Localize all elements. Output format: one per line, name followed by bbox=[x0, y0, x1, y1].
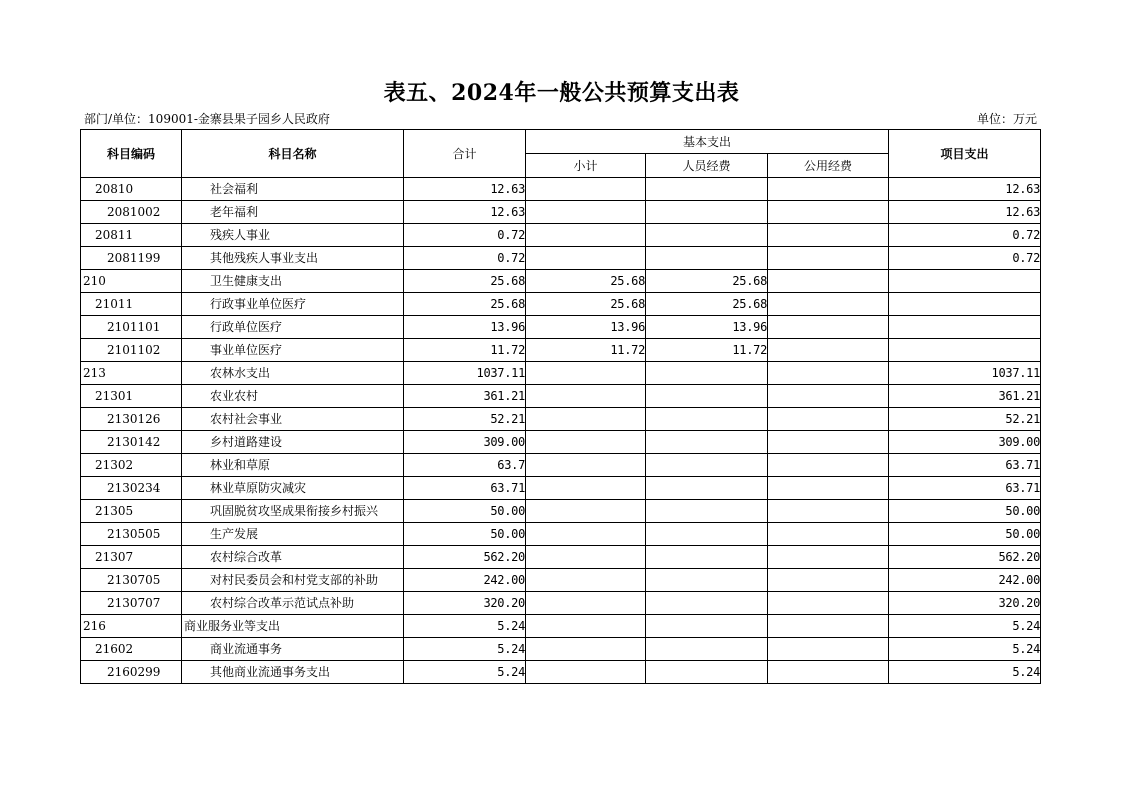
cell-code: 2081002 bbox=[81, 201, 182, 224]
cell-name: 商业流通事务 bbox=[182, 638, 404, 661]
header-name: 科目名称 bbox=[182, 130, 404, 178]
budget-table bbox=[80, 129, 1041, 684]
cell-public bbox=[768, 362, 889, 385]
cell-public bbox=[768, 293, 889, 316]
cell-personnel bbox=[646, 408, 768, 431]
cell-subtotal bbox=[526, 638, 646, 661]
cell-project: 12.63 bbox=[889, 201, 1041, 224]
cell-personnel bbox=[646, 178, 768, 201]
cell-code: 2130234 bbox=[81, 477, 182, 500]
cell-total: 63.7 bbox=[404, 454, 526, 477]
table-row bbox=[81, 201, 1041, 224]
cell-public bbox=[768, 523, 889, 546]
cell-name: 其他残疾人事业支出 bbox=[182, 247, 404, 270]
cell-code: 2130505 bbox=[81, 523, 182, 546]
cell-personnel: 11.72 bbox=[646, 339, 768, 362]
header-code: 科目编码 bbox=[81, 130, 182, 178]
cell-project: 5.24 bbox=[889, 661, 1041, 684]
table-row bbox=[81, 661, 1041, 684]
table-row bbox=[81, 224, 1041, 247]
cell-code: 216 bbox=[81, 615, 182, 638]
cell-name: 事业单位医疗 bbox=[182, 339, 404, 362]
table-row bbox=[81, 500, 1041, 523]
cell-public bbox=[768, 500, 889, 523]
cell-subtotal: 11.72 bbox=[526, 339, 646, 362]
header-project: 项目支出 bbox=[889, 130, 1041, 178]
cell-total: 13.96 bbox=[404, 316, 526, 339]
cell-subtotal bbox=[526, 362, 646, 385]
cell-total: 25.68 bbox=[404, 293, 526, 316]
cell-name: 乡村道路建设 bbox=[182, 431, 404, 454]
header-personnel: 人员经费 bbox=[646, 154, 768, 178]
cell-public bbox=[768, 224, 889, 247]
cell-public bbox=[768, 408, 889, 431]
cell-total: 0.72 bbox=[404, 247, 526, 270]
cell-code: 21602 bbox=[81, 638, 182, 661]
cell-code: 2130142 bbox=[81, 431, 182, 454]
cell-project: 52.21 bbox=[889, 408, 1041, 431]
cell-total: 242.00 bbox=[404, 569, 526, 592]
cell-project bbox=[889, 270, 1041, 293]
header-basic: 基本支出 bbox=[526, 130, 889, 154]
cell-subtotal bbox=[526, 178, 646, 201]
cell-subtotal bbox=[526, 569, 646, 592]
cell-project: 12.63 bbox=[889, 178, 1041, 201]
cell-code: 21301 bbox=[81, 385, 182, 408]
cell-subtotal bbox=[526, 247, 646, 270]
cell-public bbox=[768, 661, 889, 684]
cell-total: 63.71 bbox=[404, 477, 526, 500]
cell-total: 52.21 bbox=[404, 408, 526, 431]
cell-project bbox=[889, 293, 1041, 316]
table-row bbox=[81, 569, 1041, 592]
cell-name: 商业服务业等支出 bbox=[182, 615, 404, 638]
cell-public bbox=[768, 638, 889, 661]
table-row bbox=[81, 339, 1041, 362]
cell-total: 11.72 bbox=[404, 339, 526, 362]
cell-public bbox=[768, 201, 889, 224]
cell-name: 老年福利 bbox=[182, 201, 404, 224]
cell-subtotal bbox=[526, 661, 646, 684]
cell-personnel: 13.96 bbox=[646, 316, 768, 339]
cell-public bbox=[768, 615, 889, 638]
table-row bbox=[81, 638, 1041, 661]
cell-name: 行政事业单位医疗 bbox=[182, 293, 404, 316]
cell-code: 2130126 bbox=[81, 408, 182, 431]
table-row bbox=[81, 270, 1041, 293]
unit-label: 单位：万元 bbox=[976, 112, 1037, 126]
cell-total: 12.63 bbox=[404, 201, 526, 224]
cell-personnel bbox=[646, 224, 768, 247]
cell-project bbox=[889, 339, 1041, 362]
cell-name: 其他商业流通事务支出 bbox=[182, 661, 404, 684]
cell-name: 农村综合改革示范试点补助 bbox=[182, 592, 404, 615]
table-row bbox=[81, 615, 1041, 638]
cell-project: 50.00 bbox=[889, 523, 1041, 546]
table-row bbox=[81, 477, 1041, 500]
header-total: 合计 bbox=[404, 130, 526, 178]
cell-subtotal bbox=[526, 385, 646, 408]
cell-personnel bbox=[646, 201, 768, 224]
header-subtotal: 小计 bbox=[526, 154, 646, 178]
cell-subtotal bbox=[526, 201, 646, 224]
cell-subtotal bbox=[526, 500, 646, 523]
cell-total: 5.24 bbox=[404, 638, 526, 661]
cell-name: 对村民委员会和村党支部的补助 bbox=[182, 569, 404, 592]
table-row bbox=[81, 523, 1041, 546]
cell-project bbox=[889, 316, 1041, 339]
cell-project: 63.71 bbox=[889, 454, 1041, 477]
cell-personnel bbox=[646, 247, 768, 270]
table-row bbox=[81, 454, 1041, 477]
cell-public bbox=[768, 270, 889, 293]
cell-personnel bbox=[646, 477, 768, 500]
cell-subtotal bbox=[526, 431, 646, 454]
cell-subtotal bbox=[526, 477, 646, 500]
header-public: 公用经费 bbox=[768, 154, 889, 178]
cell-personnel bbox=[646, 431, 768, 454]
cell-subtotal: 25.68 bbox=[526, 293, 646, 316]
cell-project: 309.00 bbox=[889, 431, 1041, 454]
cell-project: 5.24 bbox=[889, 638, 1041, 661]
cell-name: 农业农村 bbox=[182, 385, 404, 408]
cell-project: 320.20 bbox=[889, 592, 1041, 615]
table-row bbox=[81, 546, 1041, 569]
cell-total: 320.20 bbox=[404, 592, 526, 615]
cell-project: 0.72 bbox=[889, 224, 1041, 247]
cell-total: 0.72 bbox=[404, 224, 526, 247]
cell-code: 213 bbox=[81, 362, 182, 385]
table-row bbox=[81, 316, 1041, 339]
cell-subtotal bbox=[526, 546, 646, 569]
cell-code: 2130707 bbox=[81, 592, 182, 615]
cell-subtotal bbox=[526, 592, 646, 615]
cell-code: 2081199 bbox=[81, 247, 182, 270]
cell-public bbox=[768, 592, 889, 615]
cell-total: 12.63 bbox=[404, 178, 526, 201]
cell-subtotal bbox=[526, 523, 646, 546]
cell-public bbox=[768, 477, 889, 500]
cell-project: 5.24 bbox=[889, 615, 1041, 638]
cell-code: 21302 bbox=[81, 454, 182, 477]
cell-name: 林业和草原 bbox=[182, 454, 404, 477]
cell-name: 巩固脱贫攻坚成果衔接乡村振兴 bbox=[182, 500, 404, 523]
cell-project: 63.71 bbox=[889, 477, 1041, 500]
cell-public bbox=[768, 569, 889, 592]
cell-name: 残疾人事业 bbox=[182, 224, 404, 247]
table-row bbox=[81, 178, 1041, 201]
cell-public bbox=[768, 339, 889, 362]
cell-name: 林业草原防灾减灾 bbox=[182, 477, 404, 500]
cell-name: 行政单位医疗 bbox=[182, 316, 404, 339]
cell-personnel bbox=[646, 546, 768, 569]
cell-subtotal bbox=[526, 408, 646, 431]
cell-project: 50.00 bbox=[889, 500, 1041, 523]
cell-public bbox=[768, 546, 889, 569]
cell-personnel bbox=[646, 385, 768, 408]
table-row bbox=[81, 247, 1041, 270]
cell-total: 1037.11 bbox=[404, 362, 526, 385]
table-row bbox=[81, 385, 1041, 408]
cell-total: 50.00 bbox=[404, 500, 526, 523]
cell-code: 21305 bbox=[81, 500, 182, 523]
cell-total: 50.00 bbox=[404, 523, 526, 546]
cell-name: 农村社会事业 bbox=[182, 408, 404, 431]
cell-personnel bbox=[646, 454, 768, 477]
cell-subtotal bbox=[526, 224, 646, 247]
cell-code: 21011 bbox=[81, 293, 182, 316]
table-row bbox=[81, 293, 1041, 316]
cell-code: 21307 bbox=[81, 546, 182, 569]
cell-name: 社会福利 bbox=[182, 178, 404, 201]
table-row bbox=[81, 431, 1041, 454]
cell-total: 5.24 bbox=[404, 661, 526, 684]
cell-subtotal: 13.96 bbox=[526, 316, 646, 339]
cell-personnel bbox=[646, 592, 768, 615]
cell-project: 1037.11 bbox=[889, 362, 1041, 385]
cell-personnel bbox=[646, 569, 768, 592]
cell-total: 5.24 bbox=[404, 615, 526, 638]
table-row bbox=[81, 408, 1041, 431]
cell-project: 361.21 bbox=[889, 385, 1041, 408]
cell-personnel: 25.68 bbox=[646, 293, 768, 316]
cell-total: 25.68 bbox=[404, 270, 526, 293]
cell-name: 农村综合改革 bbox=[182, 546, 404, 569]
cell-name: 卫生健康支出 bbox=[182, 270, 404, 293]
cell-name: 生产发展 bbox=[182, 523, 404, 546]
cell-subtotal bbox=[526, 615, 646, 638]
cell-code: 210 bbox=[81, 270, 182, 293]
cell-public bbox=[768, 247, 889, 270]
cell-personnel: 25.68 bbox=[646, 270, 768, 293]
cell-project: 562.20 bbox=[889, 546, 1041, 569]
cell-public bbox=[768, 316, 889, 339]
cell-project: 0.72 bbox=[889, 247, 1041, 270]
department-label: 部门/单位：109001-金寨县果子园乡人民政府 bbox=[84, 112, 330, 126]
cell-project: 242.00 bbox=[889, 569, 1041, 592]
cell-personnel bbox=[646, 638, 768, 661]
page-title: 表五、2024年一般公共预算支出表 bbox=[383, 80, 740, 106]
cell-public bbox=[768, 431, 889, 454]
table-row bbox=[81, 362, 1041, 385]
cell-total: 309.00 bbox=[404, 431, 526, 454]
cell-code: 2101101 bbox=[81, 316, 182, 339]
cell-code: 2130705 bbox=[81, 569, 182, 592]
cell-name: 农林水支出 bbox=[182, 362, 404, 385]
cell-personnel bbox=[646, 500, 768, 523]
cell-personnel bbox=[646, 615, 768, 638]
cell-public bbox=[768, 385, 889, 408]
cell-code: 2160299 bbox=[81, 661, 182, 684]
table-row bbox=[81, 592, 1041, 615]
cell-personnel bbox=[646, 523, 768, 546]
table-body bbox=[81, 178, 1041, 684]
cell-public bbox=[768, 178, 889, 201]
cell-total: 361.21 bbox=[404, 385, 526, 408]
cell-subtotal bbox=[526, 454, 646, 477]
cell-personnel bbox=[646, 661, 768, 684]
cell-total: 562.20 bbox=[404, 546, 526, 569]
cell-personnel bbox=[646, 362, 768, 385]
cell-subtotal: 25.68 bbox=[526, 270, 646, 293]
cell-public bbox=[768, 454, 889, 477]
cell-code: 2101102 bbox=[81, 339, 182, 362]
cell-code: 20810 bbox=[81, 178, 182, 201]
cell-code: 20811 bbox=[81, 224, 182, 247]
